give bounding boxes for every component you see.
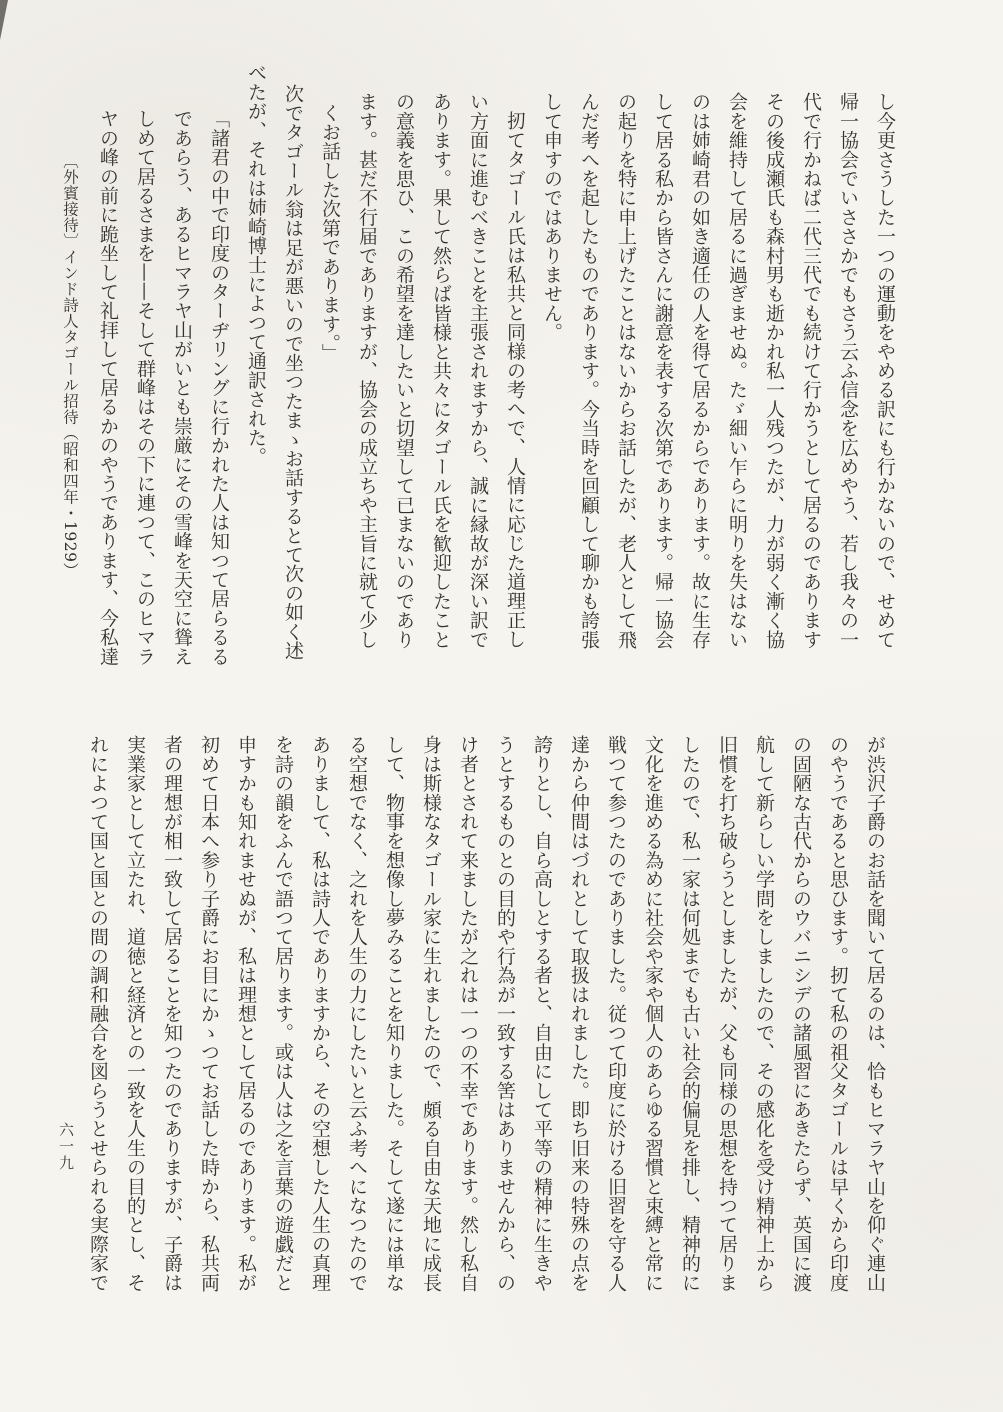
text-column: れによつて国と国との間の調和融合を図らうとせられる実際家で (87, 735, 109, 1292)
text-column: 文化を進める為めに社会や家や個人のあらゆる習慣と束縛と常に (642, 735, 664, 1292)
text-column: の意義を思ひ、この希望を達したいと切望して已まないのであり (393, 92, 415, 649)
top-text-block (89, 63, 903, 666)
text-column: したので、私一家は何処までも古い社会的偏見を排し、精神的に (679, 735, 701, 1292)
text-column: の固陋な古代からのウバニシデの諸風習にあきたらず、英国に渡 (790, 735, 812, 1292)
text-column: 実業家として立たれ、道徳と経済との一致を人生の目的とし、そ (124, 735, 146, 1292)
bottom-text-block (79, 735, 893, 1295)
text-column: ます。甚だ不行届でありますが、協会の成立ちや主旨に就て少し (356, 92, 378, 649)
text-column: 「諸君の中で印度のターヂリングに行かれた人は知つて居らるる (208, 109, 230, 666)
text-column: 次でタゴール翁は足が悪いので坐つたまゝお話するとて次の如く述 (282, 84, 304, 660)
text-column: 会を維持して居るに過ぎませぬ。たゞ細い乍らに明りを失はない (726, 92, 748, 649)
text-column: あります。果して然らば皆様と共々にタゴール氏を歓迎したこと (430, 92, 452, 649)
text-column: しめて居るさまを——そして群峰はその下に連つて、このヒマラ (134, 109, 156, 666)
text-column: の起りを特に申上げたことはないからお話したが、老人として飛 (615, 92, 637, 649)
page-number: 六一九 (57, 1122, 75, 1172)
text-column: 身は斯様なタゴール家に生れましたので、頗る自由な天地に成長 (420, 735, 442, 1292)
text-column: べたが、それは姉崎博士によつて通訳された。 (245, 63, 267, 467)
text-column: くお話した次第であります。」 (319, 103, 341, 363)
text-column: し今更さうした一つの運動をやめる訳にも行かないので、せめて (874, 92, 896, 649)
section-category-label: 〔外賓接待〕 (61, 153, 79, 249)
text-column: 代で行かねば二代三代でも続けて行かうとして居るのであります (800, 92, 822, 649)
text-column: 達から仲間はづれとして取扱はれました。即ち旧来の特殊の点を (568, 735, 590, 1292)
section-title: インド詩人タゴール招待 (61, 249, 79, 425)
text-column: んだ考へを起したものであります。今当時を回顧して聊かも誇張 (578, 92, 600, 649)
scan-edge-artifact (0, 0, 8, 40)
text-column: 者の理想が相一致して居ることを知つたのでありますが、子爵は (161, 735, 183, 1292)
text-column: その後成瀬氏も森村男も逝かれ私一人残つたが、力が弱く漸く協 (763, 92, 785, 649)
text-column: のやうであると思ひます。扨て私の祖父タゴールは早くから印度 (827, 735, 849, 1292)
text-column: 旧慣を打ち破らうとしましたが、父も同様の思想を持つて居りま (716, 735, 738, 1292)
text-column: して居る私から皆さんに謝意を表する次第であります。帰一協会 (652, 92, 674, 649)
text-column: が渋沢子爵のお話を聞いて居るのは、恰もヒマラヤ山を仰ぐ連山 (864, 735, 886, 1292)
text-column: ありまして、私は詩人でありますから、その空想した人生の真理 (309, 735, 331, 1292)
text-column: 誇りとし、自ら高しとする者と、自由にして平等の精神に生きや (531, 735, 553, 1292)
text-column: 扨てタゴール氏は私共と同様の考へで、人情に応じた道理正し (504, 111, 526, 649)
text-column: して申すのではありません。 (541, 92, 563, 342)
text-column: うとするものとの目的や行為が一致する筈はありませんから、の (494, 735, 516, 1292)
section-heading (55, 153, 85, 578)
text-column: を詩の韻をふんで語つて居ります。或は人は之を言葉の遊戯だと (272, 735, 294, 1292)
section-date: （昭和四年・1929） (61, 425, 79, 579)
text-column: のは姉崎君の如き適任の人を得て居るからであります。故に生存 (689, 92, 711, 649)
text-column: 航して新らしい学問をしましたので、その感化を受け精神上から (753, 735, 775, 1292)
text-column: ヤの峰の前に跪坐して礼拝して居るかのやうであります、今私達 (97, 109, 119, 666)
text-column: け者とされて来ましたが之れは一つの不幸であります。然し私自 (457, 735, 479, 1292)
text-column: い方面に進むべきことを主張されますから、誠に縁故が深い訳で (467, 92, 489, 649)
text-column: 申すかも知れませぬが、私は理想として居るのであります。私が (235, 735, 257, 1292)
text-column: であらう、あるヒマラヤ山がいとも崇厳にその雪峰を天空に聳え (171, 109, 193, 666)
text-column: 帰一協会でいささかでもさう云ふ信念を広めやう、若し我々の一 (837, 92, 859, 649)
text-column: る空想でなく、之れを人生の力にしたいと云ふ考へになつたので (346, 735, 368, 1292)
text-column: 初めて日本へ参り子爵にお目にかゝつてお話した時から、私共両 (198, 735, 220, 1292)
text-column: 戦つて参つたのでありました。従つて印度に於ける旧習を守る人 (605, 735, 627, 1292)
text-column: して、物事を想像し夢みることを知りました。そして遂には単な (383, 735, 405, 1292)
